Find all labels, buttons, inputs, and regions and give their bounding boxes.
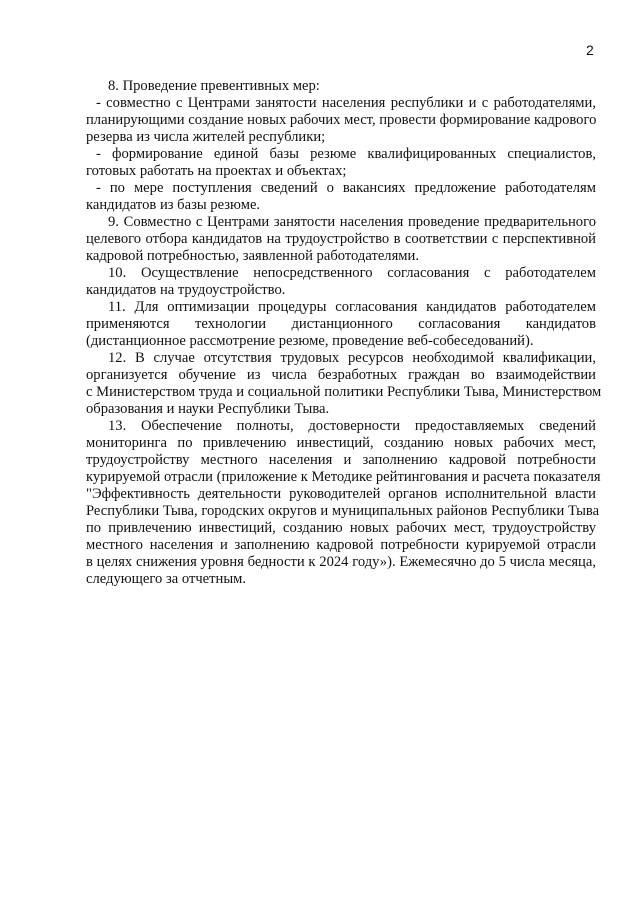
text-line: кандидатов из базы резюме. bbox=[86, 197, 261, 213]
paragraph-13 bbox=[86, 418, 601, 588]
text-line: 13. Обеспечение полноты, достоверности предоставляемых сведений bbox=[108, 418, 596, 434]
text-line: местного населения и заполнению кадровой потребности курируемой отрасли bbox=[86, 537, 596, 553]
text-line: - совместно с Центрами занятости населения республики и с работодателями, bbox=[96, 95, 596, 111]
text-line: 12. В случае отсутствия трудовых ресурсов необходимой квалификации, bbox=[108, 350, 596, 366]
text-line: с Министерством труда и социальной политики Республики Тыва, Министерством bbox=[86, 384, 602, 400]
text-line: - по мере поступления сведений о вакансиях предложение работодателям bbox=[96, 180, 596, 196]
page-number: 2 bbox=[586, 42, 594, 58]
text-line: - формирование единой базы резюме квалифицированных специалистов, bbox=[96, 146, 596, 162]
text-line: целевого отбора кандидатов на трудоустройство в соответствии с перспективной bbox=[86, 231, 596, 247]
text-line: мониторинга по привлечению инвестиций, созданию новых рабочих мест, bbox=[86, 435, 596, 451]
text-line: 10. Осуществление непосредственного согласования с работодателем bbox=[108, 265, 596, 281]
text-line: 8. Проведение превентивных мер: bbox=[108, 78, 320, 94]
text-line: Республики Тыва, городских округов и муниципальных районов Республики Тыва bbox=[86, 503, 600, 519]
text-line: готовых работать на проектах и объектах; bbox=[86, 163, 347, 179]
paragraph-8-item-3 bbox=[86, 180, 596, 214]
document-body bbox=[86, 78, 602, 588]
text-line: планирующими создание новых рабочих мест, провести формирование кадрового bbox=[86, 112, 597, 128]
text-line: курируемой отрасли (приложение к Методике рейтингования и расчета показателя bbox=[86, 469, 601, 485]
paragraph-8 bbox=[86, 78, 596, 95]
paragraph-12 bbox=[86, 350, 602, 418]
text-line: "Эффективность деятельности руководителей органов исполнительной власти bbox=[86, 486, 596, 502]
text-line: организуется обучение из числа безработных граждан во взаимодействии bbox=[86, 367, 596, 383]
text-line: кадровой потребностью, заявленной работодателями. bbox=[86, 248, 419, 264]
paragraph-8-item-2 bbox=[86, 146, 596, 180]
paragraph-8-item-1 bbox=[86, 95, 596, 146]
paragraph-11 bbox=[86, 299, 596, 350]
text-line: применяются технологии дистанционного согласования кандидатов bbox=[86, 316, 596, 332]
text-line: образования и науки Республики Тыва. bbox=[86, 401, 330, 417]
text-line: резерва из числа жителей республики; bbox=[86, 129, 326, 145]
text-line: кандидатов на трудоустройство. bbox=[86, 282, 286, 298]
paragraph-10 bbox=[86, 265, 596, 299]
text-line: трудоустройству местного населения и заполнению кадровой потребности bbox=[86, 452, 596, 468]
text-line: 9. Совместно с Центрами занятости населения проведение предварительного bbox=[108, 214, 596, 230]
text-line: 11. Для оптимизации процедуры согласования кандидатов работодателем bbox=[108, 299, 596, 315]
text-line: (дистанционное рассмотрение резюме, проведение веб-собеседований). bbox=[86, 333, 534, 349]
paragraph-9 bbox=[86, 214, 596, 265]
text-line: по привлечению инвестиций, созданию новых рабочих мест, трудоустройству bbox=[86, 520, 596, 536]
text-line: следующего за отчетным. bbox=[86, 571, 247, 587]
text-line: в целях снижения уровня бедности к 2024 году»). Ежемесячно до 5 числа месяца, bbox=[86, 554, 596, 570]
